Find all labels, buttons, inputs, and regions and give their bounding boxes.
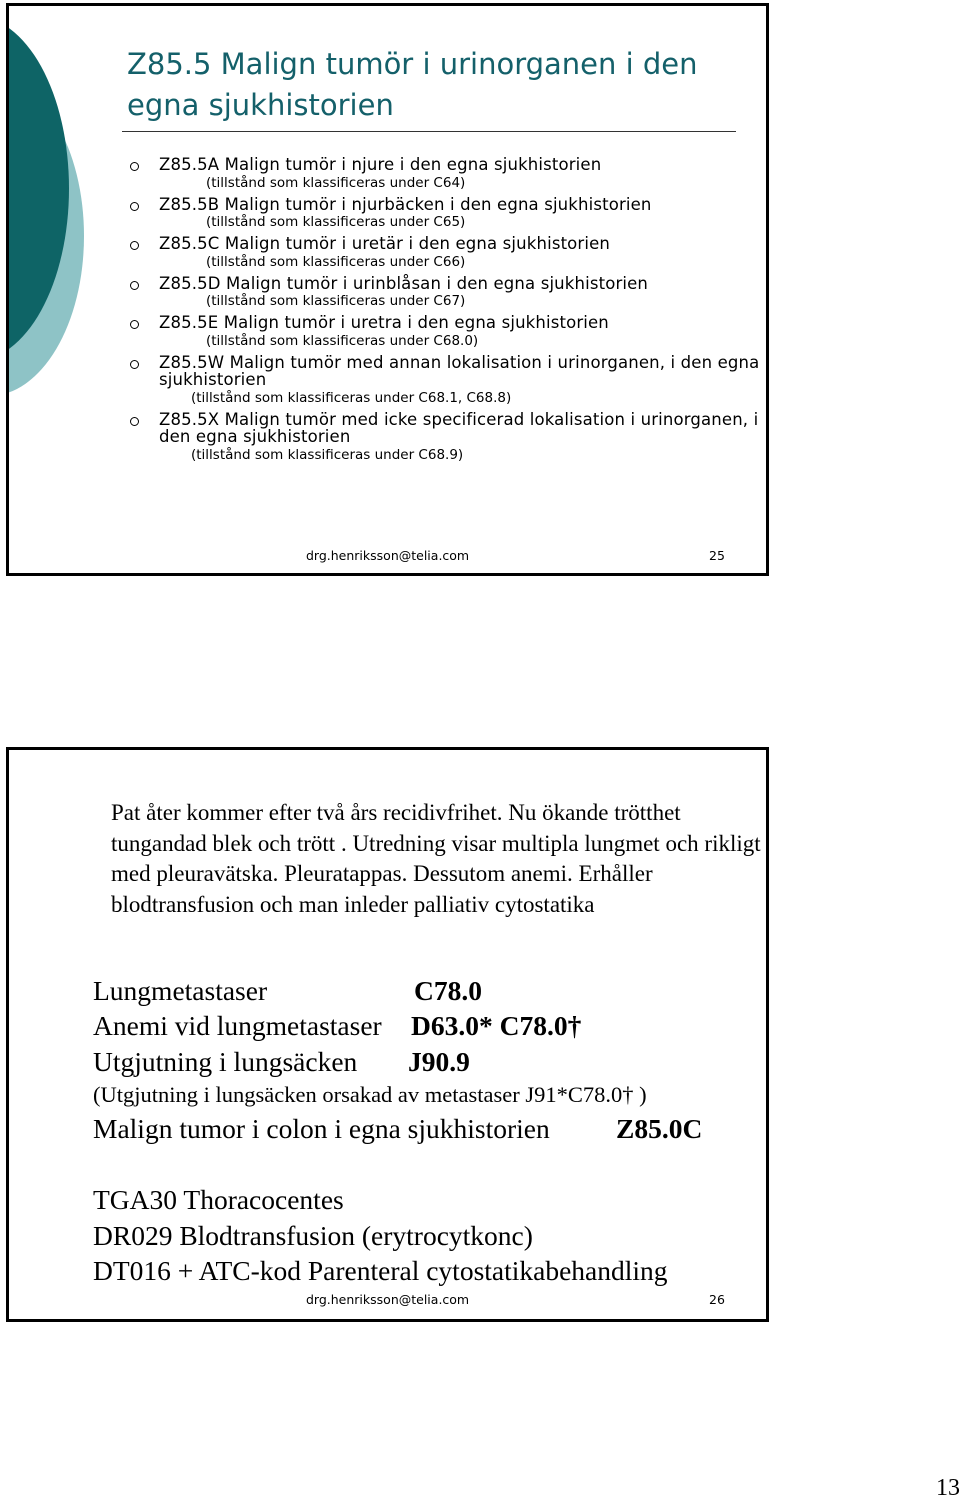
diagnosis-code: C78.0: [414, 975, 482, 1006]
diagnosis-note: (Utgjutning i lungsäcken orsakad av metastaser J91*C78.0† ): [93, 1082, 647, 1107]
slide-number: 26: [709, 1292, 725, 1307]
list-item: [129, 235, 769, 271]
bullet-text: Z85.5B Malign tumör i njurbäcken i den egna sjukhistorien: [159, 194, 652, 214]
diagnosis-line: [93, 1045, 357, 1079]
bullet-text: Z85.5X Malign tumör med icke specificerad lokalisation i urinorganen, i den egna sjukhistorien: [159, 409, 759, 446]
bullet-subtext: (tillstånd som klassificeras under C68.9): [191, 446, 464, 463]
slide-number: 25: [709, 548, 725, 563]
bullet-text: Z85.5E Malign tumör i uretra i den egna sjukhistorien: [159, 313, 609, 332]
footer-email: drg.henriksson@telia.com: [306, 548, 470, 563]
diagnosis-line: [93, 1009, 382, 1043]
case-description: Pat åter kommer efter två års recidivfrihet. Nu ökande trötthet tungandad blek och trött . Utredning visar multipla lungmet och rikligt med pleuravätska. Pleuratappas. Dessutom anemi. Erhåller blodtransfusion och man inleder palliativ cytostatika: [111, 800, 761, 917]
diagnosis-label: Lungmetastaser: [93, 975, 268, 1006]
procedure-line: DT016 + ATC-kod Parenteral cytostatikabehandling: [93, 1255, 668, 1286]
procedure-line: DR029 Blodtransfusion (erytrocytkonc): [93, 1220, 533, 1251]
diagnosis-code: Z85.0C: [616, 1113, 703, 1144]
bullet-icon: [130, 417, 139, 426]
list-item: [129, 411, 769, 464]
bullet-icon: [130, 241, 139, 250]
bullet-subtext: (tillstånd som klassificeras under C67): [206, 293, 466, 309]
diagnosis-line: [93, 974, 267, 1008]
list-item: [129, 314, 769, 350]
bullet-subtext: (tillstånd som klassificeras under C66): [206, 253, 466, 270]
diagnosis-code: D63.0* C78.0†: [411, 1010, 582, 1041]
bullet-text: Z85.5D Malign tumör i urinblåsan i den egna sjukhistorien: [159, 273, 649, 293]
bullet-list: [129, 156, 769, 468]
diagnosis-label: Anemi vid lungmetastaser: [93, 1010, 382, 1041]
bullet-icon: [130, 320, 139, 329]
bullet-text: Z85.5C Malign tumör i uretär i den egna sjukhistorien: [159, 234, 611, 253]
title-divider: [122, 131, 736, 132]
bullet-subtext: (tillstånd som klassificeras under C64): [206, 174, 466, 191]
page-number: 13: [936, 1475, 960, 1501]
slide-26: [6, 747, 769, 1322]
diagnosis-code: J90.9: [408, 1046, 470, 1077]
diagnosis-label: Malign tumor i colon i egna sjukhistorien: [93, 1113, 550, 1144]
bullet-icon: [130, 281, 139, 290]
list-item: [129, 196, 769, 232]
diagnosis-label: Utgjutning i lungsäcken: [93, 1046, 358, 1077]
bullet-icon: [130, 162, 139, 171]
footer-email: drg.henriksson@telia.com: [306, 1292, 470, 1307]
bullet-text: Z85.5A Malign tumör i njure i den egna sjukhistorien: [159, 155, 602, 174]
bullet-icon: [130, 360, 139, 369]
bullet-text: Z85.5W Malign tumör med annan lokalisation i urinorganen, i den egna sjukhistorien: [159, 352, 760, 389]
list-item: [129, 156, 769, 192]
list-item: [129, 275, 769, 311]
slide-title: Z85.5 Malign tumör i urinorganen i den egna sjukhistorien: [127, 47, 698, 122]
procedure-line: TGA30 Thoracocentes: [93, 1184, 344, 1215]
slide-25: [6, 3, 769, 576]
bullet-subtext: (tillstånd som klassificeras under C65): [206, 214, 466, 230]
diagnosis-line: [93, 1112, 550, 1146]
bullet-subtext: (tillstånd som klassificeras under C68.0): [206, 332, 479, 349]
bullet-subtext: (tillstånd som klassificeras under C68.1, C68.8): [191, 389, 512, 406]
bullet-icon: [130, 202, 139, 211]
list-item: [129, 354, 769, 407]
